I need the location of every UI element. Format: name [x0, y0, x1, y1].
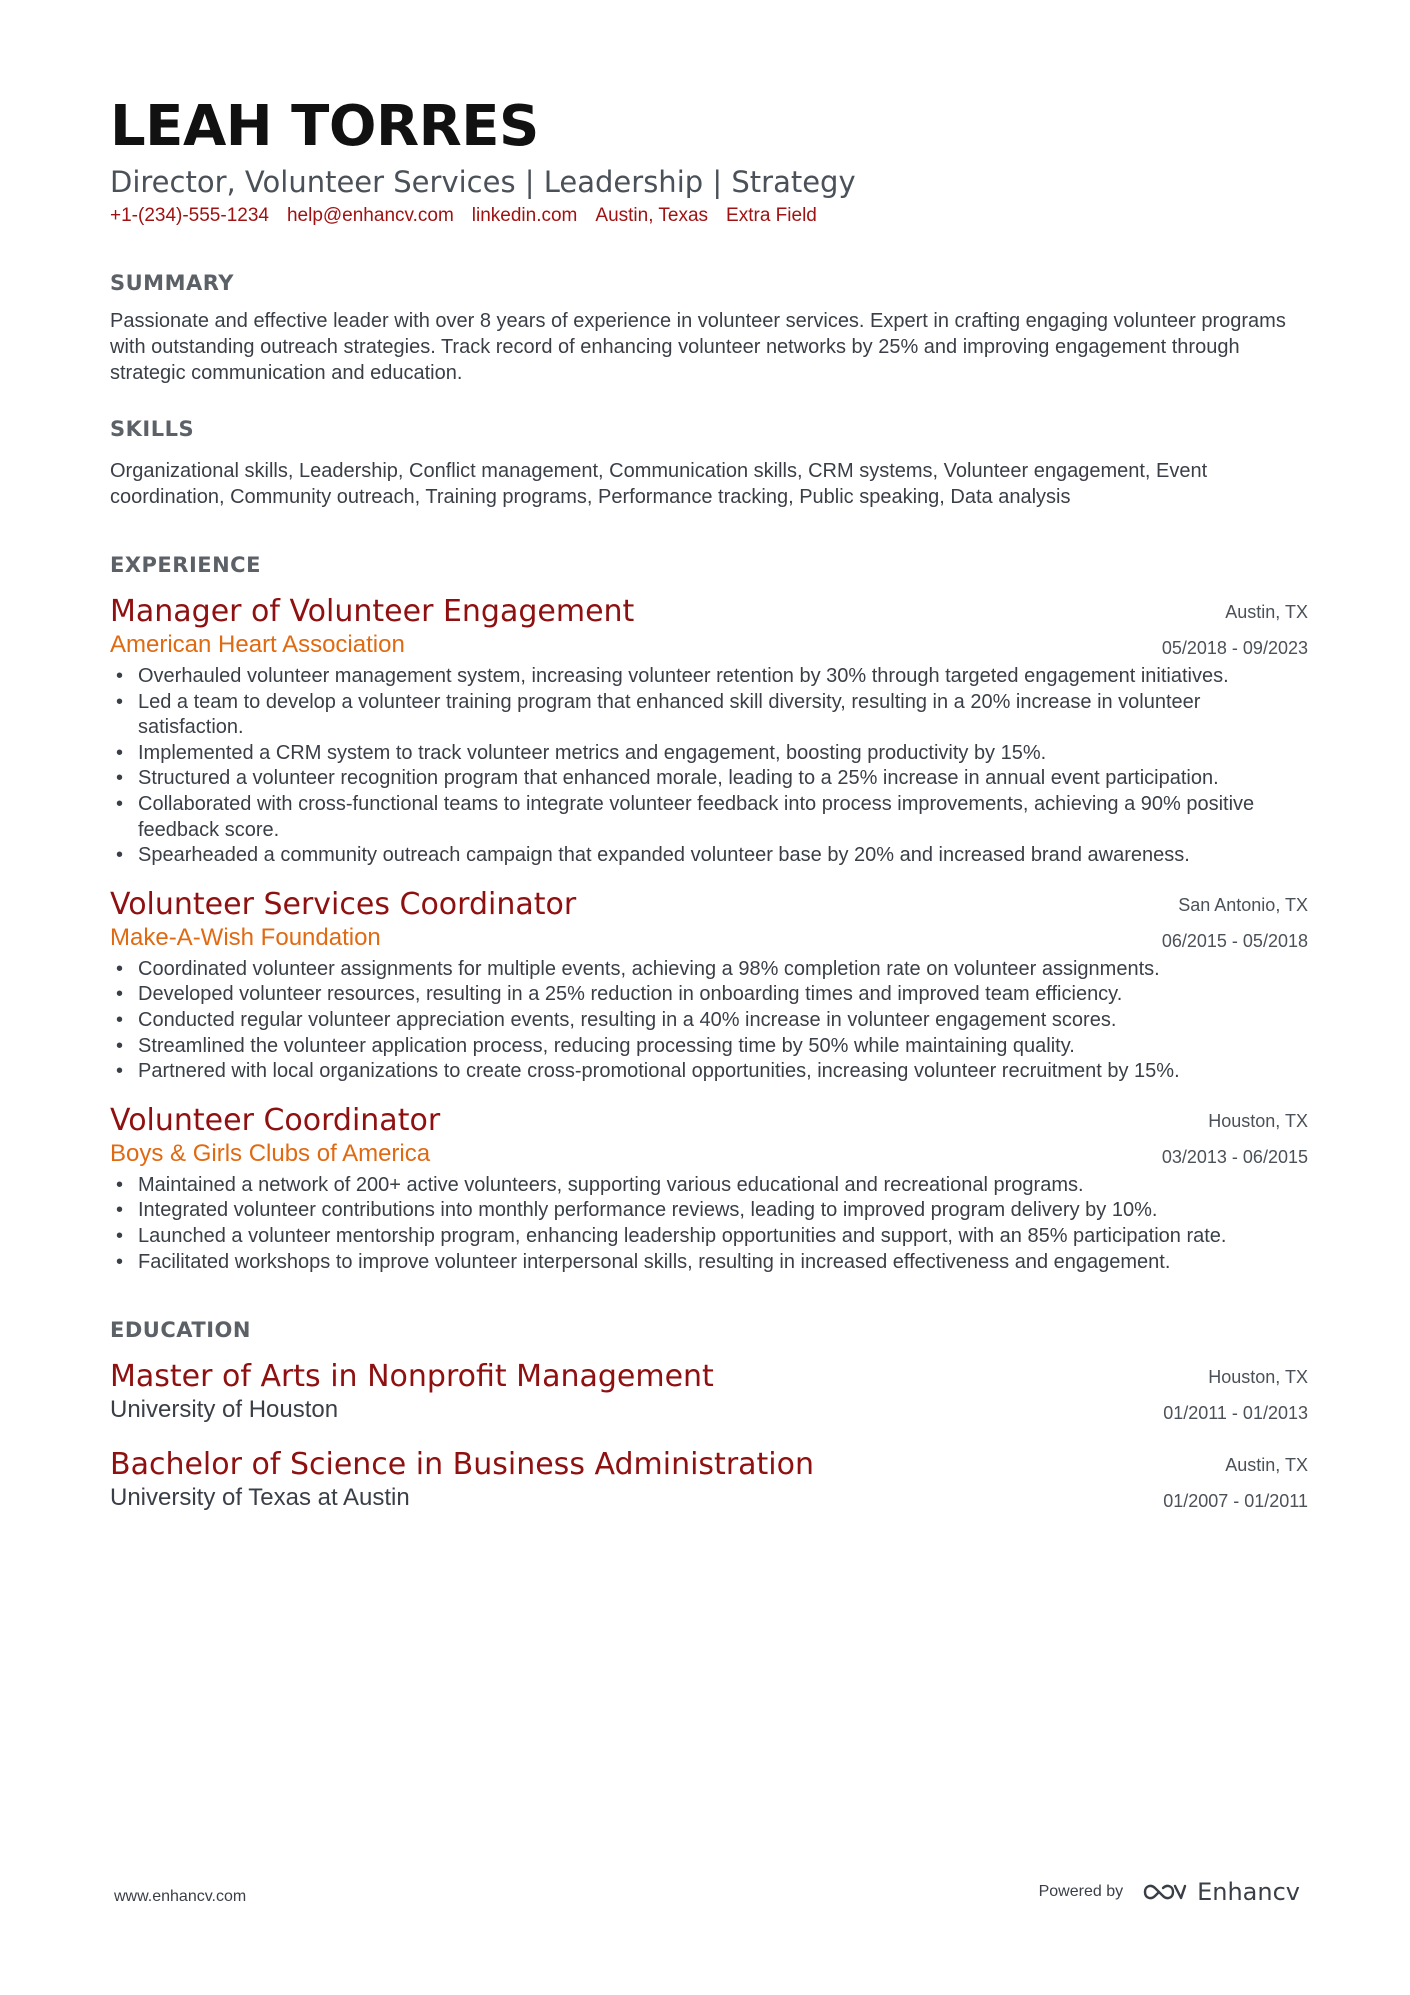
experience-entry: [110, 1103, 1308, 1275]
brand-logo[interactable]: [1141, 1878, 1300, 1906]
job-organization: Make-A-Wish Foundation: [110, 923, 381, 951]
skills-heading: SKILLS: [110, 417, 195, 441]
page-footer: [114, 1878, 1300, 1918]
job-organization: American Heart Association: [110, 631, 405, 658]
job-bullet: • Collaborated with cross-functional teams to integrate volunteer feedback into process improvements, achieving a 90% positive feedback score.: [110, 792, 1290, 843]
job-bullet: • Integrated volunteer contributions into monthly performance reviews, leading to improved program delivery by 10%.: [110, 1198, 1290, 1224]
job-bullet: • Partnered with local organizations to create cross-promotional opportunities, increasing volunteer recruitment by 15%.: [110, 1059, 1290, 1085]
education-meta: [1163, 1447, 1308, 1519]
skills-text: Organizational skills, Leadership, Conflict management, Communication skills, CRM systems, Volunteer engagement, Event coordination, Community outreach, Training programs, Performance tracking, Public speaking, Data analysis: [110, 460, 1208, 508]
school-name: University of Houston: [110, 1396, 339, 1424]
powered-by-label: Powered by: [1038, 1883, 1124, 1900]
job-bullet: • Spearheaded a community outreach campaign that expanded volunteer base by 20% and increased brand awareness.: [110, 843, 1290, 869]
job-bullet: • Facilitated workshops to improve volunteer interpersonal skills, resulting in increased effectiveness and engagement.: [110, 1250, 1290, 1276]
job-organization: Boys & Girls Clubs of America: [110, 1139, 431, 1167]
contact-linkedin[interactable]: linkedin.com: [471, 205, 578, 226]
candidate-name: LEAH TORRES: [110, 94, 539, 159]
education-entry: [110, 1359, 1308, 1425]
job-role: Volunteer Coordinator: [110, 1102, 441, 1138]
job-dates: 03/2013 - 06/2015: [1161, 1146, 1308, 1167]
degree-title: Master of Arts in Nonprofit Management: [110, 1359, 714, 1395]
education-heading: EDUCATION: [110, 1318, 251, 1343]
experience-entry: [110, 887, 1308, 1085]
contact-phone[interactable]: +1-(234)-555-1234: [110, 205, 269, 226]
job-bullet: • Led a team to develop a volunteer training program that enhanced skill diversity, resulting in a 20% increase in volunteer satisfaction.: [110, 690, 1290, 741]
job-bullet: • Developed volunteer resources, resulting in a 25% reduction in onboarding times and improved team efficiency.: [110, 982, 1290, 1008]
job-bullets: [110, 664, 1290, 869]
summary-heading: SUMMARY: [110, 271, 234, 295]
education-location: Houston, TX: [1208, 1367, 1308, 1388]
job-meta: [1162, 887, 1308, 959]
job-meta: [1162, 594, 1308, 666]
resume-header: [110, 92, 1308, 230]
enhancv-logo-icon: [1141, 1880, 1187, 1904]
job-dates: 05/2018 - 09/2023: [1161, 638, 1308, 658]
contact-line: [110, 202, 1308, 230]
summary-text: Passionate and effective leader with over 8 years of experience in volunteer services. Expert in crafting engaging volunteer programs with outstanding outreach strategies. Track record of enhancing volunteer networks by 25% and improving engagement through strategic communication and education.: [110, 310, 1286, 384]
footer-branding: [1039, 1878, 1300, 1906]
job-bullet: • Launched a volunteer mentorship program, enhancing leadership opportunities and support, with an 85% participation rate.: [110, 1224, 1290, 1250]
job-location: Austin, TX: [1225, 602, 1308, 622]
candidate-title: Director, Volunteer Services | Leadership | Strategy: [110, 165, 856, 199]
job-bullet: • Maintained a network of 200+ active volunteers, supporting various educational and recreational programs.: [110, 1173, 1290, 1199]
degree-title: Bachelor of Science in Business Administration: [110, 1447, 815, 1483]
brand-name: Enhancv: [1197, 1878, 1300, 1906]
job-dates: 06/2015 - 05/2018: [1161, 930, 1308, 951]
job-bullet: • Coordinated volunteer assignments for multiple events, achieving a 98% completion rate on volunteer assignments.: [110, 957, 1290, 983]
job-bullet: • Implemented a CRM system to track volunteer metrics and engagement, boosting productivity by 15%.: [110, 741, 1290, 767]
experience-section: [110, 550, 1308, 1275]
job-location: Houston, TX: [1208, 1110, 1308, 1131]
school-name: University of Texas at Austin: [110, 1484, 410, 1512]
contact-location: Austin, Texas: [595, 205, 709, 226]
education-section: [110, 1315, 1308, 1513]
job-bullet: • Overhauled volunteer management system, increasing volunteer retention by 30% through targeted engagement initiatives.: [110, 664, 1290, 690]
skills-section: [110, 414, 1308, 510]
job-location: San Antonio, TX: [1178, 894, 1308, 915]
footer-website[interactable]: www.enhancv.com: [114, 1888, 247, 1905]
summary-section: [110, 268, 1308, 386]
education-meta: [1163, 1359, 1308, 1431]
job-role: Manager of Volunteer Engagement: [110, 594, 635, 629]
education-dates: 01/2007 - 01/2011: [1163, 1491, 1308, 1512]
education-location: Austin, TX: [1225, 1455, 1308, 1476]
job-bullets: [110, 957, 1290, 1085]
job-bullets: [110, 1173, 1290, 1275]
education-dates: 01/2011 - 01/2013: [1163, 1403, 1308, 1424]
contact-email[interactable]: help@enhancv.com: [286, 205, 454, 226]
resume-page: [110, 92, 1308, 1513]
job-role: Volunteer Services Coordinator: [110, 886, 577, 922]
contact-extra-field: Extra Field: [726, 205, 817, 226]
job-bullet: • Streamlined the volunteer application process, reducing processing time by 50% while maintaining quality.: [110, 1034, 1290, 1060]
job-bullet: • Conducted regular volunteer appreciation events, resulting in a 40% increase in volunteer engagement scores.: [110, 1008, 1290, 1034]
experience-entry: [110, 594, 1308, 869]
job-meta: [1162, 1103, 1308, 1175]
experience-heading: EXPERIENCE: [110, 553, 261, 577]
job-bullet: • Structured a volunteer recognition program that enhanced morale, leading to a 25% increase in annual event participation.: [110, 766, 1290, 792]
education-entry: [110, 1447, 1308, 1513]
